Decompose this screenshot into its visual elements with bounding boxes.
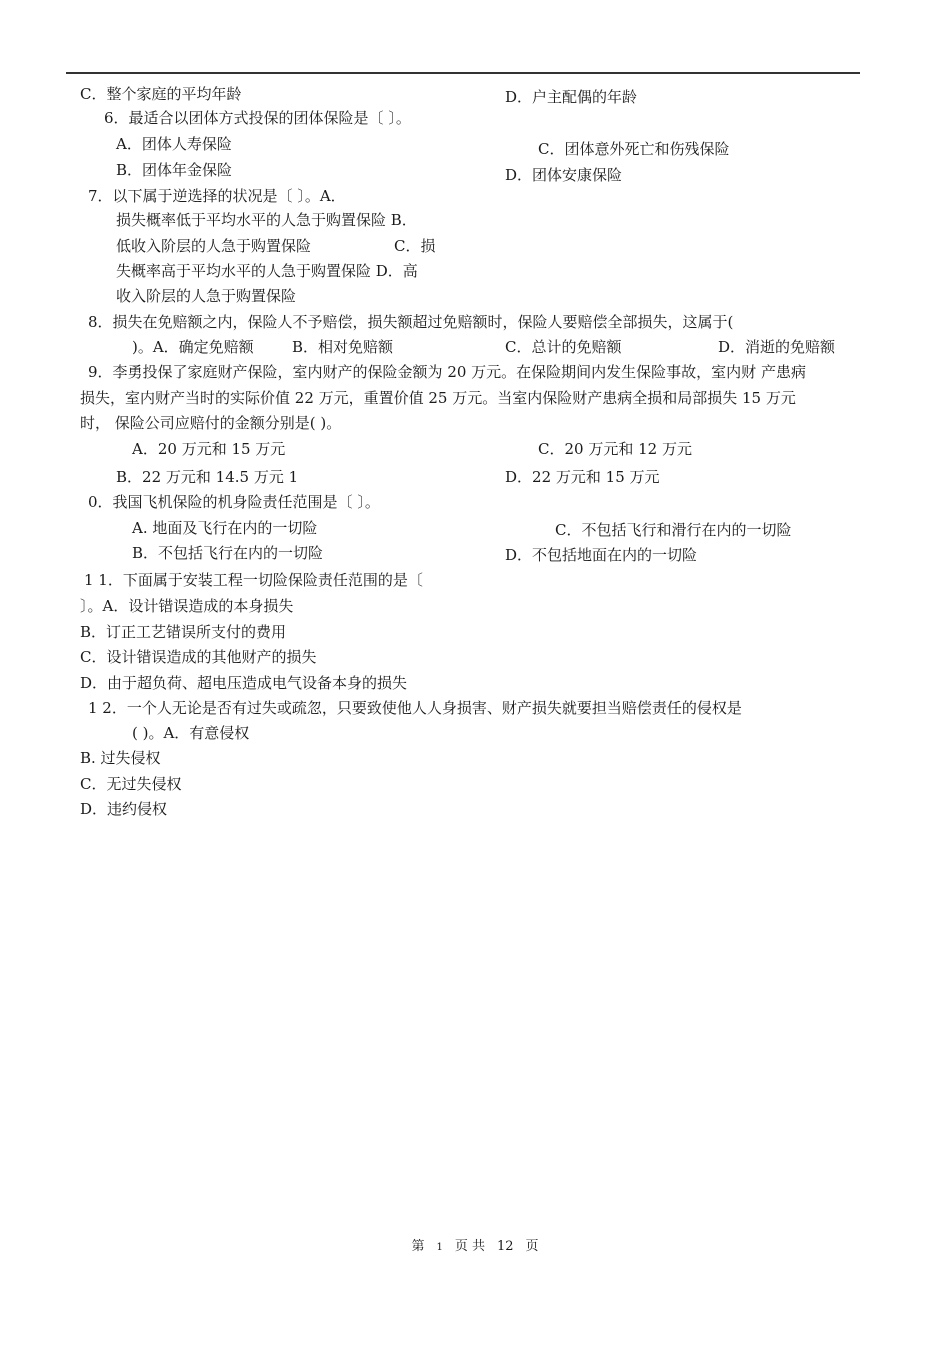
option-5d: D．户主配偶的年龄 <box>505 88 638 106</box>
option-12a: ( )。A．有意侵权 <box>132 724 250 742</box>
option-9b: B．22 万元和 14.5 万元 1 <box>116 468 299 486</box>
question-7: 7．以下属于逆选择的状况是〔 〕。A． <box>88 187 346 205</box>
option-8c: C．总计的免赔额 <box>505 338 622 356</box>
question-7-line3: 低收入阶层的人急于购置保险 <box>116 237 312 255</box>
option-9d: D．22 万元和 15 万元 <box>505 468 660 486</box>
question-9-line2: 损失，室内财产当时的实际价值 22 万元，重置价值 25 万元。当室内保险财产患病全损和局部损失 15 万元 <box>80 389 796 407</box>
option-10d: D．不包括地面在内的一切险 <box>505 546 698 564</box>
question-9-line3: 时， 保险公司应赔付的金额分别是( )。 <box>80 414 342 432</box>
option-5c: C．整个家庭的平均年龄 <box>80 85 242 103</box>
footer-prefix: 第 <box>411 1239 425 1254</box>
question-7-line4: 失概率高于平均水平的人急于购置保险 D．高 <box>116 262 418 280</box>
option-12d: D．违约侵权 <box>80 800 168 818</box>
option-10a: A. 地面及飞行在内的一切险 <box>132 519 318 537</box>
option-8b: B．相对免赔额 <box>292 338 394 356</box>
question-9: 9．李勇投保了家庭财产保险，室内财产的保险金额为 20 万元。在保险期间内发生保险事故，室内财 产患病 <box>88 363 806 381</box>
footer-mid: 页 共 <box>454 1239 485 1254</box>
header-rule <box>66 72 860 74</box>
footer-suffix: 页 <box>525 1239 539 1254</box>
page-footer <box>0 1235 950 1254</box>
option-8a: )。A．确定免赔额 <box>132 338 254 356</box>
option-6a: A．团体人寿保险 <box>116 135 232 153</box>
option-11a: 〕。A．设计错误造成的本身损失 <box>80 597 294 615</box>
option-6c: C．团体意外死亡和伤残保险 <box>538 140 730 158</box>
option-9a: A．20 万元和 15 万元 <box>132 440 286 458</box>
option-12c: C．无过失侵权 <box>80 775 182 793</box>
option-11c: C．设计错误造成的其他财产的损失 <box>80 648 317 666</box>
option-12b: B. 过失侵权 <box>80 749 161 767</box>
footer-page-number: 1 <box>436 1242 443 1253</box>
option-6d: D．团体安康保险 <box>505 166 623 184</box>
option-9c: C．20 万元和 12 万元 <box>538 440 692 458</box>
footer-total-pages: 12 <box>496 1239 514 1254</box>
option-11d: D．由于超负荷、超电压造成电气设备本身的损失 <box>80 674 408 692</box>
question-11: 1 1．下面属于安装工程一切险保险责任范围的是〔 <box>84 571 423 589</box>
question-12: 1 2．一个人无论是否有过失或疏忽，只要致使他人人身损害、财产损失就要担当赔偿责任的侵权是 <box>88 699 742 717</box>
option-10c: C．不包括飞行和滑行在内的一切险 <box>555 521 792 539</box>
question-7-line5: 收入阶层的人急于购置保险 <box>116 287 297 305</box>
question-7-line3b: C．损 <box>394 237 436 255</box>
option-11b: B．订正工艺错误所支付的费用 <box>80 623 287 641</box>
option-6b: B．团体年金保险 <box>116 161 233 179</box>
option-8d: D．消逝的免赔额 <box>718 338 836 356</box>
question-8: 8．损失在免赔额之内，保险人不予赔偿，损失额超过免赔额时，保险人要赔偿全部损失，这属于( <box>88 313 734 331</box>
option-10b: B．不包括飞行在内的一切险 <box>132 544 324 562</box>
question-6: 6．最适合以团体方式投保的团体保险是〔 〕。 <box>104 109 411 127</box>
question-10: 0．我国飞机保险的机身险责任范围是〔 〕。 <box>88 493 380 511</box>
question-7-line2: 损失概率低于平均水平的人急于购置保险 B． <box>116 211 417 229</box>
